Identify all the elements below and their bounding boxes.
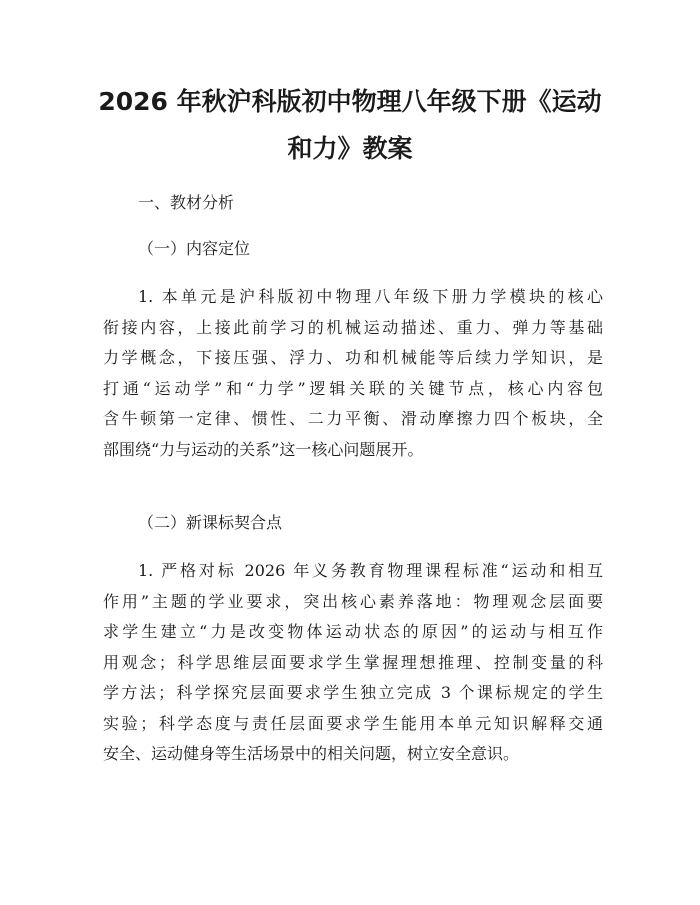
section-heading-textbook-analysis: 一、教材分析 — [138, 193, 235, 212]
paragraph-line: 用观念；科学思维层面要求学生掌握理想推理、控制变量的科 — [103, 652, 603, 672]
paragraph-line: 力学概念，下接压强、浮力、功和机械能等后续力学知识，是 — [103, 348, 603, 367]
paragraph-line: 衔接内容，上接此前学习的机械运动描述、重力、弹力等基础 — [103, 317, 603, 337]
title-line-2: 和力》教案 — [287, 134, 413, 163]
paragraph-line: 1. 严格对标 2026 年义务教育物理课程标准“运动和相互 — [138, 561, 603, 580]
paragraph-line: 安全、运动健身等生活场景中的相关问题，树立安全意识。 — [103, 744, 520, 763]
title-line-1: 2026 年秋沪科版初中物理八年级下册《运动 — [98, 87, 602, 116]
paragraph-line: 1. 本单元是沪科版初中物理八年级下册力学模块的核心 — [138, 287, 603, 306]
subsection-heading-curriculum-alignment: （二）新课标契合点 — [138, 513, 283, 532]
paragraph-line: 实验；科学态度与责任层面要求学生能用本单元知识解释交通 — [103, 713, 603, 733]
paragraph-line: 作用”主题的学业要求，突出核心素养落地：物理观念层面要 — [103, 591, 603, 611]
paragraph-line: 部围绕“力与运动的关系”这一核心问题展开。 — [103, 439, 424, 459]
paragraph-curriculum-alignment — [103, 556, 603, 770]
subsection-heading-content-positioning: （一）内容定位 — [138, 239, 251, 258]
paragraph-line: 打通“运动学”和“力学”逻辑关联的关键节点，核心内容包 — [103, 378, 603, 398]
paragraph-line: 求学生建立“力是改变物体运动状态的原因”的运动与相互作 — [103, 622, 603, 641]
paragraph-content-positioning — [103, 282, 603, 465]
paragraph-line: 含牛顿第一定律、惯性、二力平衡、滑动摩擦力四个板块，全 — [103, 409, 603, 428]
document-title — [90, 78, 610, 172]
paragraph-line: 学方法；科学探究层面要求学生独立完成 3 个课标规定的学生 — [103, 683, 603, 702]
